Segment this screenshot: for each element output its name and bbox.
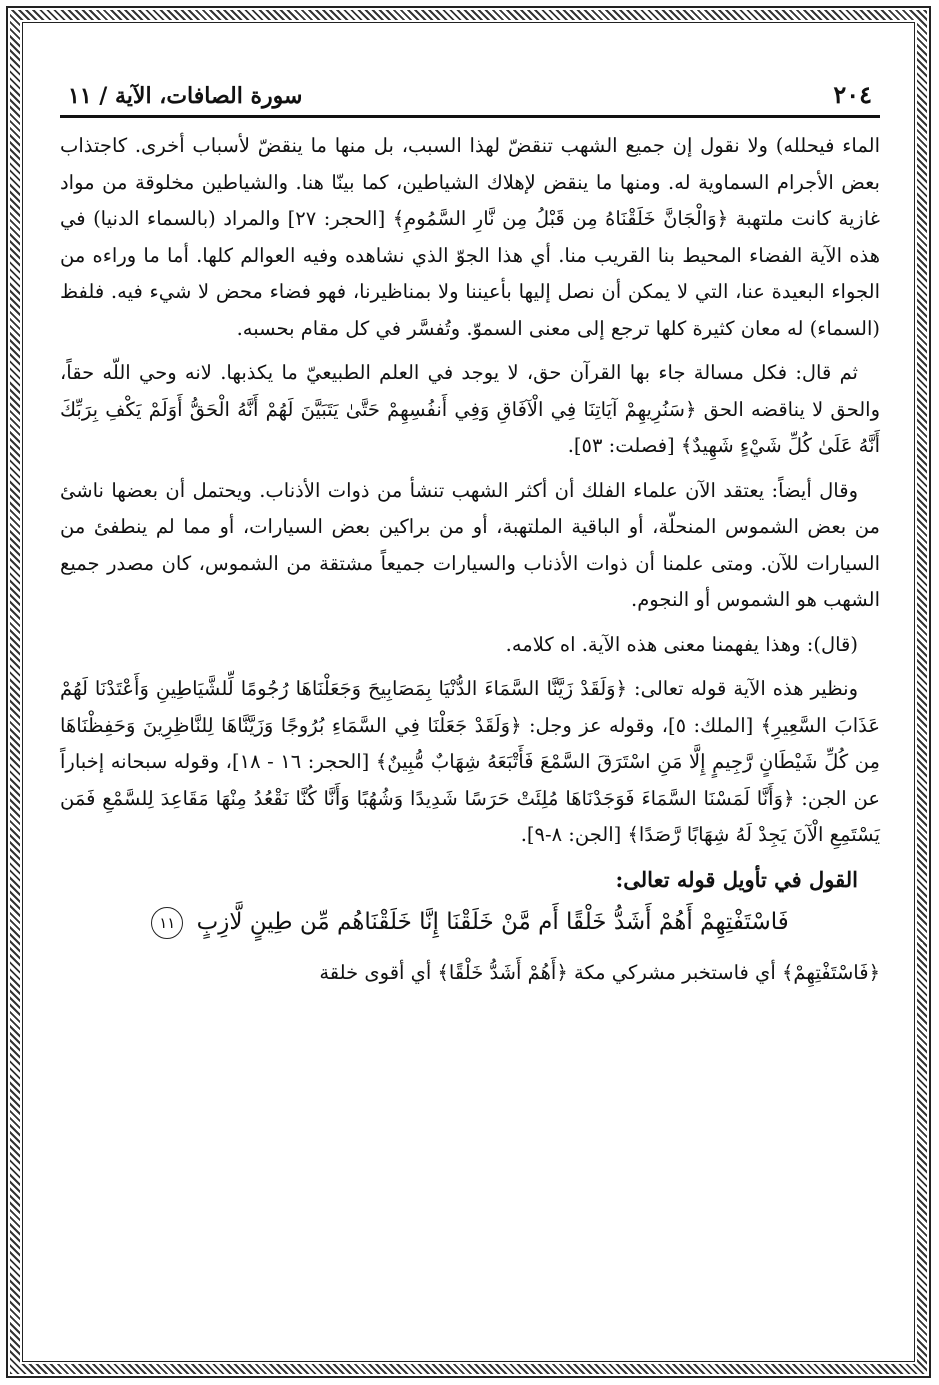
page-content [60, 60, 880, 1330]
paragraph: ونظير هذه الآية قوله تعالى: ﴿وَلَقَدْ زَيَّنَّا السَّمَاءَ الدُّنْيَا بِمَصَابِيحَ وَجَعَلْنَاهَا رُجُومًا لِّلشَّيَاطِينِ وَأَعْتَدْنَا لَهُمْ عَذَابَ السَّعِيرِ﴾ [الملك: ٥]، وقوله عز وجل: ﴿وَلَقَدْ جَعَلْنَا فِي السَّمَاءِ بُرُوجًا وَزَيَّنَّاهَا لِلنَّاظِرِينَ وَحَفِظْنَاهَا مِن كُلِّ شَيْطَانٍ رَّجِيمٍ إِلَّا مَنِ اسْتَرَقَ السَّمْعَ فَأَتْبَعَهُ شِهَابٌ مُّبِينٌ﴾ [الحجر: ١٦ - ١٨]، وقوله سبحانه إخباراً عن الجن: ﴿وَأَنَّا لَمَسْنَا السَّمَاءَ فَوَجَدْنَاهَا مُلِئَتْ حَرَسًا شَدِيدًا وَشُهُبًا وَأَنَّا كُنَّا نَقْعُدُ مِنْهَا مَقَاعِدَ لِلسَّمْعِ فَمَن يَسْتَمِعِ الْآنَ يَجِدْ لَهُ شِهَابًا رَّصَدًا﴾ [الجن: ٨-٩]. [60, 677, 880, 846]
paragraph: (قال): وهذا يفهمنا معنى هذه الآية. اه كلامه. [505, 632, 858, 656]
running-title: سورة الصافات، الآية / ١١ [68, 83, 303, 109]
section-heading: القول في تأويل قوله تعالى: [615, 866, 858, 892]
paragraph: ﴿فَاسْتَفْتِهِمْ﴾ أي فاستخبر مشركي مكة ﴿أَهُمْ أَشَدُّ خَلْقًا﴾ أي أقوى خلقة [319, 960, 880, 984]
quran-verse [60, 904, 880, 941]
verse-number-marker: ١١ [151, 907, 183, 939]
page-number: ٢٠٤ [833, 80, 872, 109]
body-text [60, 128, 880, 991]
paragraph: ثم قال: فكل مسالة جاء بها القرآن حق، لا يوجد في العلم الطبيعيّ ما يكذبها. لانه وحي اللّه حقاً، والحق لا يناقضه الحق ﴿سَنُرِيهِمْ آيَاتِنَا فِي الْآفَاقِ وَفِي أَنفُسِهِمْ حَتَّىٰ يَتَبَيَّنَ لَهُمْ أَنَّهُ الْحَقُّ أَوَلَمْ يَكْفِ بِرَبِّكَ أَنَّهُ عَلَىٰ كُلِّ شَيْءٍ شَهِيدٌ﴾ [فصلت: ٥٣]. [60, 361, 880, 457]
verse-text: فَاسْتَفْتِهِمْ أَهُمْ أَشَدُّ خَلْقًا أَم مَّنْ خَلَقْنَا إِنَّا خَلَقْنَاهُم مِّن طِينٍ لَّازِبٍ [196, 909, 789, 935]
page-header [60, 60, 880, 118]
paragraph: الماء فيحلله) ولا نقول إن جميع الشهب تنقضّ لهذا السبب، بل منها ما ينقضّ لأسباب أخرى. كاجتذاب بعض الأجرام السماوية له. ومنها ما ينقض لإهلاك الشياطين، كما بينّا هنا. والشياطين مخلوقة من مواد غازية كانت ملتهبة ﴿وَالْجَانَّ خَلَقْنَاهُ مِن قَبْلُ مِن نَّارِ السَّمُومِ﴾ [الحجر: ٢٧] والمراد (بالسماء الدنيا) في هذه الآية الفضاء المحيط بنا القريب منا. أي هذا الجوّ الذي نشاهده وفيه العوالم كلها. أما ما وراءه من الجواء البعيدة عنا، التي لا يمكن أن نصل إليها بأعيننا ولا بمناظيرنا، فهو فضاء محض لا شيء فيه. فلفظ (السماء) له معان كثيرة كلها ترجع إلى معنى السموّ. وتُفسَّر في كل مقام بحسبه. [60, 134, 880, 340]
paragraph: وقال أيضاً: يعتقد الآن علماء الفلك أن أكثر الشهب تنشأ من ذوات الأذناب. ويحتمل أن بعضها ناشئ من بعض الشموس المنحلّة، أو الباقية الملتهبة، أو من براكين بعض السيارات، أو مما لم ينطفئ من السيارات للآن. ومتى علمنا أن ذوات الأذناب والسيارات جميعاً مشتقة من الشموس، كان مصدر جميع الشهب هو الشموس أو النجوم. [60, 478, 880, 611]
